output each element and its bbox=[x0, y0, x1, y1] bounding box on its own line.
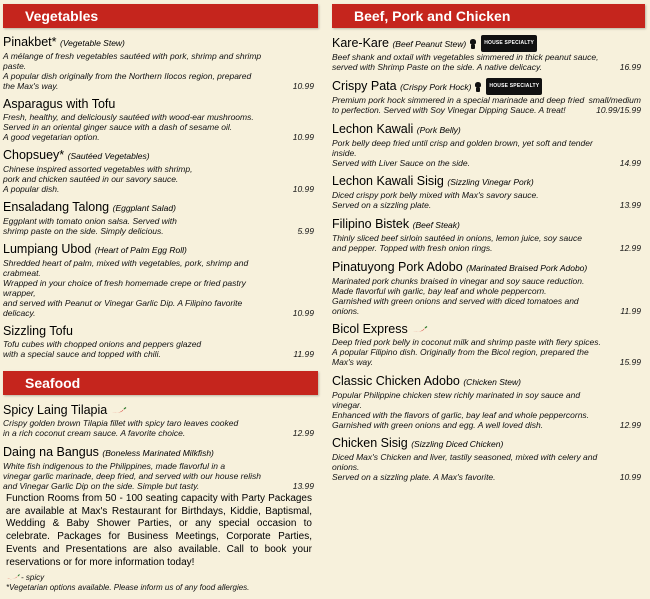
description-line: A popular dish. bbox=[3, 184, 60, 194]
menu-item-price: 15.99 bbox=[619, 357, 641, 367]
menu-item-title bbox=[3, 403, 318, 418]
description-line: A popular Filipino dish. Originally from the Bicol region, prepared the Max's way. bbox=[332, 347, 589, 367]
menu-item bbox=[332, 78, 645, 115]
description-line: Beef shank and oxtail with vegetables simmered in thick peanut sauce, bbox=[332, 52, 599, 62]
menu-item-subtitle: (Beef Peanut Stew) bbox=[392, 38, 467, 49]
menu-item-price bbox=[589, 95, 641, 115]
menu-item bbox=[332, 374, 645, 430]
menu-item-description bbox=[332, 390, 645, 430]
menu-item-price: 13.99 bbox=[292, 481, 314, 491]
menu-item-description bbox=[332, 452, 645, 482]
menu-item-title bbox=[332, 322, 645, 337]
menu-item-price: 10.99 bbox=[292, 184, 314, 194]
description-line: in a rich coconut cream sauce. A favorite choice. bbox=[3, 428, 186, 438]
menu-item-description bbox=[3, 51, 318, 91]
description-line: Served in an oriental ginger sauce with a dash of sesame oil. bbox=[3, 122, 233, 132]
menu-item-subtitle: (Crispy Pork Hock) bbox=[400, 81, 472, 92]
menu-item-description bbox=[3, 216, 318, 236]
menu-item-name: Kare-Kare bbox=[332, 35, 389, 50]
menu-item bbox=[3, 324, 318, 359]
chili-pepper-icon bbox=[412, 326, 428, 334]
description-line: Diced crispy pork belly mixed with Max's savory sauce. bbox=[332, 190, 539, 200]
chef-hat-icon bbox=[474, 82, 482, 92]
menu-item-description bbox=[332, 233, 645, 253]
description-line: Marinated pork chunks braised in vinegar and soy sauce reduction. bbox=[332, 276, 585, 286]
menu-item-title bbox=[3, 242, 318, 258]
menu-item-price: 5.99 bbox=[297, 226, 314, 236]
menu-item-name: Lechon Kawali Sisig bbox=[332, 174, 444, 188]
menu-item bbox=[332, 260, 645, 316]
description-line: Diced Max's Chicken and liver, tastily seasoned, mixed with celery and onions. bbox=[332, 452, 598, 472]
menu-item-name: Pinatuyong Pork Adobo bbox=[332, 260, 463, 274]
menu-item-price: 14.99 bbox=[619, 158, 641, 168]
menu-item-name: Ensaladang Talong bbox=[3, 200, 110, 214]
seafood-list bbox=[3, 403, 318, 491]
description-line: Garnished with green onions and egg. A well loved dish. bbox=[332, 420, 544, 430]
seafood-header: Seafood bbox=[3, 371, 318, 395]
description-line: Shredded heart of palm, mixed with vegetables, pork, shrimp and crabmeat. bbox=[3, 258, 249, 278]
beef-pork-chicken-list bbox=[332, 35, 645, 482]
menu-item bbox=[3, 148, 318, 194]
price-size-label: small/medium bbox=[588, 95, 641, 105]
menu-item-name: Lechon Kawali bbox=[332, 122, 414, 136]
menu-item-price: 11.99 bbox=[293, 349, 314, 359]
menu-item-subtitle: (Sizzling Vinegar Pork) bbox=[447, 177, 534, 187]
menu-item-description bbox=[3, 339, 318, 359]
description-line: Made flavorful wih garlic, bay leaf and whole peppercorn. bbox=[332, 286, 547, 296]
menu-item-subtitle: (Pork Belly) bbox=[416, 125, 461, 135]
menu-item-subtitle: (Heart of Palm Egg Roll) bbox=[94, 245, 187, 255]
menu-item-price: 10.99 bbox=[292, 81, 314, 91]
menu-item-name: Pinakbet* bbox=[3, 35, 57, 49]
house-specialty-badge: HOUSE SPECIALTY bbox=[481, 35, 537, 52]
menu-item-name: Filipino Bistek bbox=[332, 217, 410, 231]
menu-item-name: Bicol Express bbox=[332, 322, 408, 336]
menu-item-subtitle: (Chicken Stew) bbox=[463, 377, 521, 387]
function-rooms-notice: Function Rooms from 50 - 100 seating capacity with Party Packages are available at Max's Restaurant for Birthdays, Kiddie, Baptismal, Wedding & Baby Shower Parties, or any special occasion to celebrate. Packages for Business Meetings, Corporate Parties, Events and Presentations are also available. Call to book your reservations or for more information today! bbox=[6, 493, 312, 568]
menu-item-description bbox=[332, 52, 645, 72]
description-line: and Vinegar Garlic Dip on the side. Simple but tasty. bbox=[3, 481, 200, 491]
menu-item-name: Spicy Laing Tilapia bbox=[3, 403, 108, 417]
description-line: vinegar garlic marinade, deep fried, and served with our house relish bbox=[3, 471, 261, 481]
description-line: Popular Philippine chicken stew richly marinated in soy sauce and vinegar. bbox=[332, 390, 581, 410]
menu-item-title bbox=[332, 174, 645, 190]
menu-item-name: Sizzling Tofu bbox=[3, 324, 73, 338]
description-line: Premium pork hock simmered in a special marinade and deep fried bbox=[332, 95, 585, 105]
menu-item-title bbox=[332, 374, 645, 390]
description-line: A mélange of fresh vegetables sautéed with pork, shrimp and shrimp paste. bbox=[3, 51, 262, 71]
menu-item-title bbox=[332, 78, 645, 95]
menu-item bbox=[3, 200, 318, 236]
description-line: the Max's way. bbox=[3, 81, 59, 91]
house-specialty-badge: HOUSE SPECIALTY bbox=[486, 78, 542, 95]
description-line: shrimp paste on the side. Simply delicious. bbox=[3, 226, 164, 236]
menu-item-name: Asparagus with Tofu bbox=[3, 97, 116, 111]
menu-item bbox=[332, 122, 645, 168]
menu-item-name: Lumpiang Ubod bbox=[3, 242, 92, 256]
menu-item-description bbox=[332, 276, 645, 316]
description-line: A popular dish originally from the Northern Ilocos region, prepared bbox=[3, 71, 252, 81]
menu-item-description bbox=[3, 461, 318, 491]
menu-item-description bbox=[3, 164, 318, 194]
menu-item-name: Chicken Sisig bbox=[332, 436, 408, 450]
menu-item-subtitle: (Boneless Marinated Milkfish) bbox=[102, 448, 214, 458]
description-line: Served on a sizzling plate. A Max's favorite. bbox=[332, 472, 496, 482]
menu-item-description bbox=[332, 337, 645, 367]
menu-item bbox=[3, 403, 318, 438]
menu-item bbox=[332, 35, 645, 72]
description-line: Garnished with green onions and served with diced tomatoes and onions. bbox=[332, 296, 579, 316]
menu-item-price: 12.99 bbox=[292, 428, 314, 438]
menu-item bbox=[332, 217, 645, 253]
chili-pepper-icon bbox=[6, 574, 20, 581]
menu-item-title bbox=[3, 324, 318, 339]
description-line: Tofu cubes with chopped onions and peppers glazed bbox=[3, 339, 202, 349]
description-line: and served with Peanut or Vinegar Garlic Dip. A Filipino favorite delicacy. bbox=[3, 298, 243, 318]
legend-spicy bbox=[6, 573, 249, 583]
menu-item-subtitle: (Sautéed Vegetables) bbox=[67, 151, 150, 161]
description-line: Eggplant with tomato onion salsa. Served with bbox=[3, 216, 177, 226]
description-line: with a special sauce and topped with chili. bbox=[3, 349, 161, 359]
menu-item-description bbox=[332, 138, 645, 168]
description-line: Thinly sliced beef sirloin sautéed in onions, lemon juice, soy sauce bbox=[332, 233, 582, 243]
menu-item-price: 12.99 bbox=[619, 243, 641, 253]
menu-item bbox=[332, 174, 645, 210]
menu-item-price: 10.99 bbox=[292, 308, 314, 318]
description-line: served with Shrimp Paste on the side. A native delicacy. bbox=[332, 62, 542, 72]
menu-item-name: Daing na Bangus bbox=[3, 445, 99, 459]
description-line: Deep fried pork belly in coconut milk and shrimp paste with fiery spices. bbox=[332, 337, 601, 347]
menu-item-title bbox=[332, 35, 645, 52]
menu-item bbox=[3, 242, 318, 318]
description-line: Served on a sizzling plate. bbox=[332, 200, 432, 210]
menu-item-title bbox=[332, 217, 645, 233]
description-line: and pepper. Topped with fresh onion rings. bbox=[332, 243, 493, 253]
right-column bbox=[332, 0, 645, 482]
menu-item-subtitle: (Vegetable Stew) bbox=[60, 38, 125, 48]
menu-item-price: 10.99 bbox=[292, 132, 314, 142]
menu-item-subtitle: (Eggplant Salad) bbox=[112, 203, 176, 213]
menu-item-title bbox=[3, 148, 318, 164]
description-line: Pork belly deep fried until crisp and golden brown, yet soft and tender inside. bbox=[332, 138, 593, 158]
menu-item-price: 13.99 bbox=[619, 200, 641, 210]
description-line: Enhanced with the flavors of garlic, bay leaf and whole peppercorns. bbox=[332, 410, 590, 420]
menu-item-name: Crispy Pata bbox=[332, 78, 397, 93]
menu-item-subtitle: (Marinated Braised Pork Adobo) bbox=[466, 263, 588, 273]
chef-hat-icon bbox=[469, 39, 477, 49]
menu-item-name: Chopsuey* bbox=[3, 148, 65, 162]
legend bbox=[6, 573, 249, 593]
menu-item-name: Classic Chicken Adobo bbox=[332, 374, 460, 388]
menu-item-title bbox=[332, 436, 645, 452]
vegetables-list bbox=[3, 35, 318, 359]
menu-item-subtitle: (Beef Steak) bbox=[412, 220, 460, 230]
description-line: to perfection. Served with Soy Vinegar Dipping Sauce. A treat! bbox=[332, 105, 566, 115]
description-line: Fresh, healthy, and deliciously sautéed with wood-ear mushrooms. bbox=[3, 112, 254, 122]
legend-spicy-text: - spicy bbox=[21, 573, 45, 582]
menu-item-price: 12.99 bbox=[619, 420, 641, 430]
description-line: Wrapped in your choice of fresh homemade crepe or fried pastry wrapper, bbox=[3, 278, 246, 298]
menu-item bbox=[332, 436, 645, 482]
menu-item-title bbox=[332, 122, 645, 138]
menu-item-description bbox=[332, 190, 645, 210]
menu-item-subtitle: (Sizzling Diced Chicken) bbox=[411, 439, 504, 449]
description-line: Chinese inspired assorted vegetables with shrimp, bbox=[3, 164, 193, 174]
menu-item-title bbox=[3, 200, 318, 216]
description-line: Crispy golden brown Tilapia fillet with spicy taro leaves cooked bbox=[3, 418, 239, 428]
menu-item-title bbox=[3, 97, 318, 112]
menu-item-description bbox=[3, 418, 318, 438]
description-line: Served with Liver Sauce on the side. bbox=[332, 158, 470, 168]
description-line: A good vegetarian option. bbox=[3, 132, 100, 142]
menu-item bbox=[3, 35, 318, 91]
menu-item bbox=[332, 322, 645, 367]
vegetables-header: Vegetables bbox=[3, 4, 318, 28]
menu-item bbox=[3, 445, 318, 491]
menu-item bbox=[3, 97, 318, 142]
price-value: 10.99/15.99 bbox=[596, 105, 641, 115]
description-line: pork and chicken sautéed in our savory sauce. bbox=[3, 174, 179, 184]
beef-pork-chicken-header: Beef, Pork and Chicken bbox=[332, 4, 645, 28]
left-column bbox=[3, 0, 318, 491]
menu-item-description bbox=[3, 112, 318, 142]
menu-item-description bbox=[3, 258, 318, 318]
menu-item-title bbox=[3, 35, 318, 51]
legend-vegetarian: *Vegetarian options available. Please inform us of any food allergies. bbox=[6, 583, 250, 592]
menu-item-price: 16.99 bbox=[619, 62, 641, 72]
menu-item-title bbox=[332, 260, 645, 276]
chili-pepper-icon bbox=[111, 407, 127, 415]
menu-item-price: 10.99 bbox=[619, 472, 641, 482]
description-line: White fish indigenous to the Philippines, made flavorful in a bbox=[3, 461, 226, 471]
menu-item-price: 11.99 bbox=[620, 306, 641, 316]
menu-item-title bbox=[3, 445, 318, 461]
